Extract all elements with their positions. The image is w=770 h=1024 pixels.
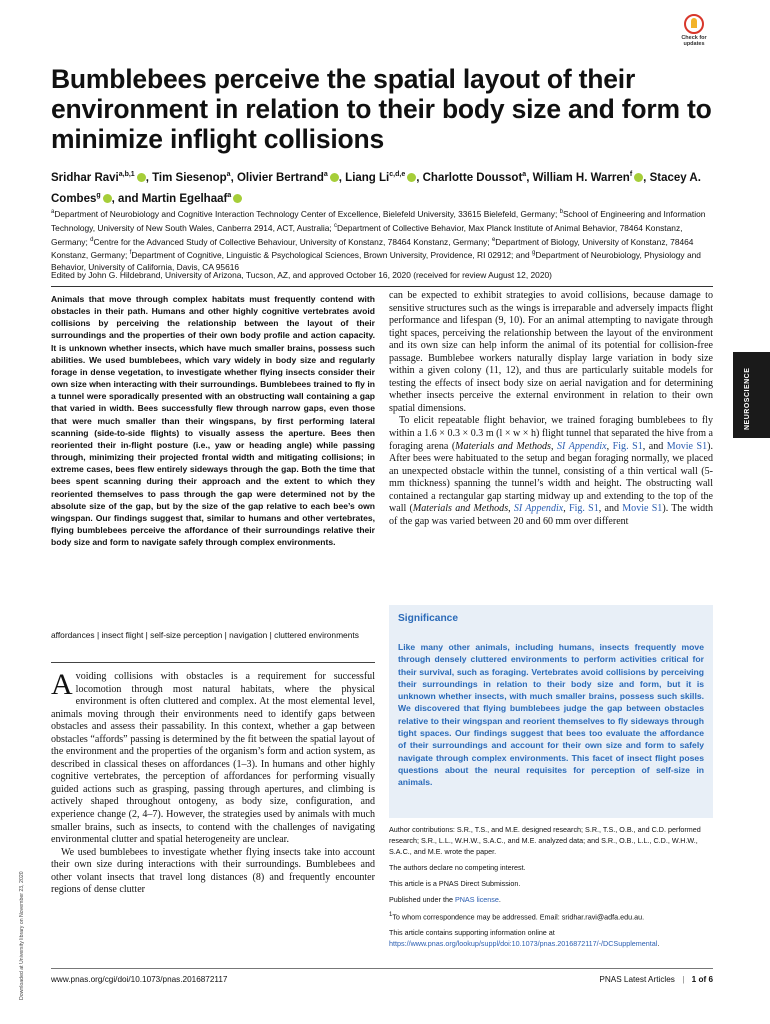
- author[interactable]: Stacey A. Combes$^g$: [51, 171, 701, 205]
- affiliation: Department of Neurobiology, Physiology and Behavior, University of California, Davis, CA 95616: [51, 250, 701, 273]
- footer-journal-info: [560, 975, 713, 984]
- orcid-icon[interactable]: [137, 173, 146, 182]
- pnas-license-link[interactable]: PNAS license: [454, 895, 499, 904]
- supporting-info-note: This article contains supporting information online at https://www.pnas.org/lookup/suppl/doi:10.1073/pnas.2016872117/-/DCSupplemental.: [389, 928, 660, 949]
- intro-paragraph-2: We used bumblebees to investigate whether flying insects take into account their own size during interactions with their surroundings. Bumblebees and other volant insects that travel long distances (8) and frequently encounter regions of dense clutter: [51, 846, 375, 896]
- download-watermark: Downloaded at University library on November 23, 2020: [19, 871, 25, 1000]
- direct-submission: This article is a PNAS Direct Submission.: [389, 879, 521, 888]
- keywords-divider: [51, 662, 375, 663]
- author[interactable]: Tim Siesenop$^a$: [152, 171, 231, 184]
- edited-by-line: Edited by John G. Hildebrand, University of Arizona, Tucson, AZ, and approved October 16, 2020 (received for review August 12, 2020): [51, 270, 552, 280]
- abstract: Animals that move through complex habitats must frequently contend with obstacles in their path. Humans and other highly cognitive vertebrates avoid collisions by perceiving the relationship between the layout of their surroundings and the properties of their own body profile and action capacity. It is unknown whether insects, which have much smaller brains, possess such abilities. We used bumblebees, which vary widely in body size and regularly forage in dense vegetation, to investigate whether flying insects consider their own size when interacting with their surroundings. Bumblebees trained to fly in a tunnel were sporadically presented with an obstructing wall containing a gap that varied in width. Bees successfully flew through narrow gaps, even those that were much smaller than their wingspans, by first performing lateral scanning (side-to-side flights) to visually assess the aperture. Bees then reoriented their in-flight posture (i.e., yaw or heading angle) while passing through, minimizing their projected frontal width and mitigating collisions; in extreme cases, bees flew entirely sideways through the gap. Both the time that bees spent scanning during their approach and the extent to which they reoriented themselves to pass through the gap were determined not by the absolute size of the gap, but by the size of the gap relative to each bee’s own wingspan. Our findings suggest that, similar to humans and other vertebrates, flying bumblebees perceive the affordance of their surroundings relative their body size and form to navigate safely through complex environments.: [51, 294, 375, 548]
- movie-s1-link[interactable]: Movie S1: [666, 440, 708, 452]
- author[interactable]: William H. Warren$^f$: [533, 172, 644, 184]
- page-number: 1 of 6: [691, 975, 713, 984]
- article-title: Bumblebees perceive the spatial layout of their environment in relation to their body size and form to minimize inflight collisions: [51, 64, 712, 154]
- author[interactable]: Liang Li$^{c,d,e}$: [345, 172, 416, 184]
- drop-cap: A: [51, 668, 73, 701]
- author[interactable]: Sridhar Ravi$^{a,b,1}$: [51, 172, 146, 184]
- fig-s1-link[interactable]: Fig. S1: [612, 440, 643, 452]
- keywords: affordances | insect flight | self-size perception | navigation | cluttered environments: [51, 630, 359, 640]
- author[interactable]: Olivier Bertrand$^a$: [237, 172, 339, 184]
- affiliation: Department of Collective Behavior, Max Planck Institute of Animal Behavior, 78464 Konstanz, Germany;: [51, 222, 683, 247]
- affiliation: Centre for the Advanced Study of Collective Behaviour, University of Konstanz, 78464 Konstanz, Germany;: [93, 236, 492, 247]
- orcid-icon[interactable]: [233, 194, 242, 203]
- introduction-text: [51, 668, 375, 897]
- affiliation: Department of Neurobiology and Cognitive Interaction Technology Center of Excellence, Bielefeld University, 33615 Bielefeld, Germany;: [54, 208, 560, 219]
- supplemental-link[interactable]: https://www.pnas.org/lookup/suppl/doi:10.1073/pnas.2016872117/-/DCSupplemental: [389, 939, 658, 949]
- si-appendix-link[interactable]: SI Appendix: [513, 503, 564, 515]
- section-label: NEUROSCIENCE: [744, 367, 751, 430]
- significance-box: [389, 605, 713, 818]
- check-for-updates-badge[interactable]: [674, 14, 714, 52]
- article-notes: [389, 824, 713, 954]
- doi-link[interactable]: www.pnas.org/cgi/doi/10.1073/pnas.2016872117: [51, 975, 228, 984]
- significance-text: Like many other animals, including humans, insects frequently move through densely cluttered environments to perform activities critical for their survival, such as foraging. Vertebrates avoid collisions by perceiving their surroundings in relation to their body size and form, but it is unknown whether insects, with much smaller brains, possess such skills. We discovered that flying bumblebees judge the gap between obstacles relative to their wingspan and reorient themselves to fly sideways through tight spaces. Our findings suggest that bees too evaluate the affordance of their surroundings and account for their own size and form to safely navigate through complex environments. This facet of insect flight poses questions about the neural requisites for perception of self-size in animals.: [398, 642, 704, 788]
- orcid-icon[interactable]: [330, 173, 339, 182]
- correspondence-note: $^1$To whom correspondence may be addressed. Email: sridhar.ravi@adfa.edu.au.: [389, 912, 645, 922]
- author-contributions: Author contributions: S.R., T.S., and M.E. designed research; S.R., T.S., O.B., and C.D. performed research; S.R., L.L., W.H.W., S.A.C., and M.E. analyzed data; and S.R., O.B., L.L., C.D., W.H.W., S.A.C., and M.E. wrote the paper.: [389, 825, 701, 856]
- orcid-icon[interactable]: [103, 194, 112, 203]
- affiliation: Department of Biology, University of Konstanz, 78464 Konstanz, Germany;: [51, 236, 694, 261]
- section-side-tab: [733, 352, 770, 438]
- competing-interest: The authors declare no competing interest.: [389, 863, 526, 872]
- body-paragraph-2: To elicit repeatable flight behavior, we trained foraging bumblebees to fly within a 1.6 × 0.3 × 0.3 m (l × w × h) flight tunnel that separated the hive from a foraging arena (Materials and Methods, SI Appendix, Fig. S1, and Movie S1). After bees were habituated to the setup and began foraging normally, we placed an unexpected obstacle within the tunnel, consisting of a thin vertical wall (5-mm thickness) spanning the tunnel’s width and height. The obstructing wall contained a rectangular gap starting midway up and extending to the top of the wall (Materials and Methods, SI Appendix, Fig. S1, and Movie S1). The width of the gap was varied between 20 and 60 mm over different: [389, 415, 713, 527]
- footer-separator: |: [682, 975, 685, 984]
- affiliation: Department of Cognitive, Linguistic & Psychological Sciences, Brown University, Providence, RI 02912; and: [131, 250, 532, 261]
- license-note: Published under the PNAS license.: [389, 895, 501, 904]
- orcid-icon[interactable]: [634, 173, 643, 182]
- check-for-updates-label: Check for updates: [681, 35, 707, 47]
- affiliation: School of Engineering and Information Technology, University of New South Wales, Canberra 2914, ACT, Australia;: [51, 208, 706, 233]
- author[interactable]: Martin Egelhaaf$^a$: [142, 193, 243, 205]
- author-list: Sridhar Ravi$^{a,b,1}$ , Tim Siesenop$^a$, Olivier Bertrand$^a$ , Liang Li$^{c,d,e}$ , Charlotte Doussot$^a$, William H. Warren$^f$ , Stacey A. Combes$^g$ , and Martin Egelhaaf$^a$: [51, 171, 701, 205]
- orcid-icon[interactable]: [407, 173, 416, 182]
- header-divider: [51, 286, 713, 287]
- intro-paragraph-1: voiding collisions with obstacles is a requirement for successful locomotion through most natural habitats, where the physical environment is often cluttered and complex. At the most elemental level, animals moving through their environments need to identify gaps between obstacles and assess their passability. In this context, whether a gap between obstacles “affords” passing is determined by the fit between the spatial layout of the environment and the properties of the organism’s form and action system, as described in classical theses on affordances (1–3). In humans and other highly cognitive vertebrates, the perception of affordances for performing visually guided actions such as grasping, passing through apertures, and climbing is actively shaped throughout ontogeny, as body size, configuration, and experience change (2, 4–7). However, the strategies used by animals with much smaller brains, such as insects, to contend with the challenges of navigating environmental clutter and spatial heterogeneity are unclear.: [51, 671, 375, 846]
- affiliations: $^a$Department of Neurobiology and Cognitive Interaction Technology Center of Excellence, Bielefeld University, 33615 Bielefeld, Germany; $^b$School of Engineering and Information Technology, University of New South Wales, Canberra 2914, ACT, Australia; $^c$Department of Collective Behavior, Max Planck Institute of Animal Behavior, 78464 Konstanz, Germany; $^d$Centre for the Advanced Study of Collective Behaviour, University of Konstanz, 78464 Konstanz, Germany; $^e$Department of Biology, University of Konstanz, 78464 Konstanz, Germany; $^f$Department of Cognitive, Linguistic & Psychological Sciences, Brown University, Providence, RI 02912; and $^g$Department of Neurobiology, Physiology and Behavior, University of California, Davis, CA 95616: [51, 208, 706, 273]
- fig-s1-link[interactable]: Fig. S1: [568, 503, 599, 515]
- si-appendix-link[interactable]: SI Appendix: [556, 440, 607, 452]
- crossmark-icon: [684, 14, 704, 34]
- author[interactable]: Charlotte Doussot$^a$: [422, 171, 527, 184]
- footer-divider: [51, 968, 713, 969]
- movie-s1-link[interactable]: Movie S1: [622, 503, 663, 515]
- journal-name: PNAS Latest Articles: [599, 975, 675, 984]
- significance-title: Significance: [398, 613, 459, 624]
- right-column-text: [389, 290, 713, 528]
- body-paragraph-1: can be expected to exhibit strategies to avoid collisions, because damage to sensitive structures such as the wings is irreparable and adversely impacts flight performance and lifespan (9, 10). For an animal attempting to navigate through tight spaces, perceiving the relationship between the layout of the environment and its own size can help inform the animal of its potential for collision-free passage. Bumblebee workers naturally display large variation in body size within a given colony (11, 12), and thus are particularly suitable models for testing the effects of insect body size on aerial navigation and for determining whether insects perceive the external environment in relation to their own spatial dimensions.: [389, 290, 713, 414]
